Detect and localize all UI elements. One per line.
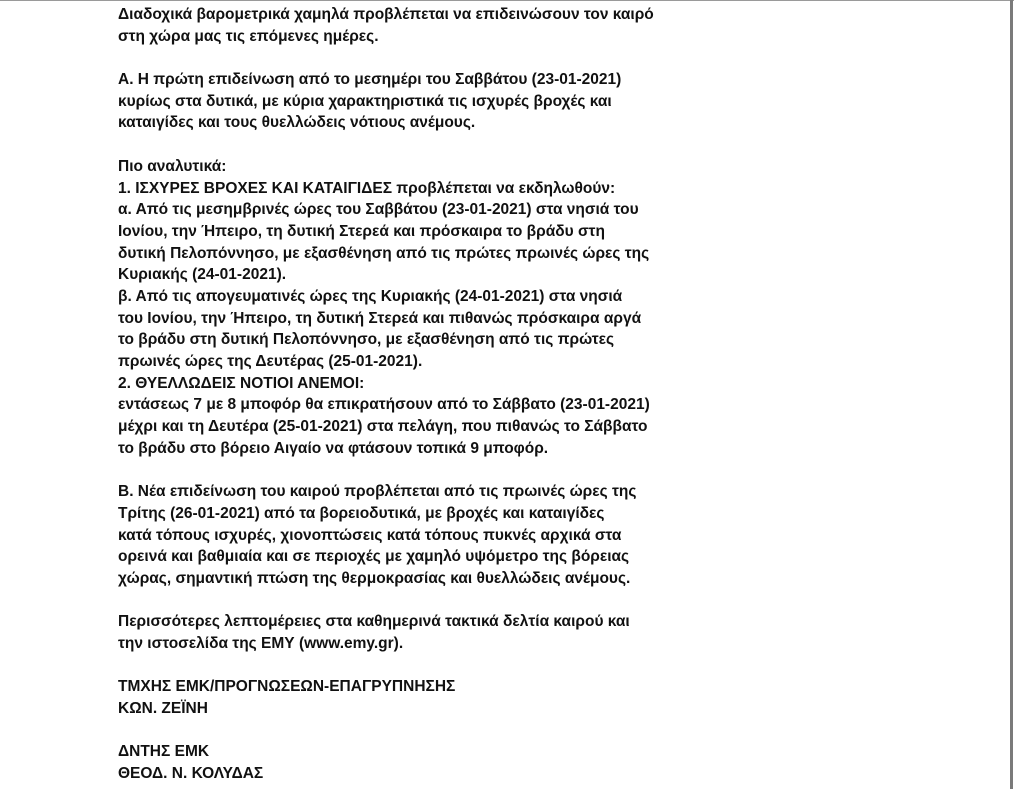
text-line: Περισσότερες λεπτομέρειες στα καθημερινά τακτικά δελτία καιρού και [118,613,630,631]
wind-heading: 2. ΘΥΕΛΛΩΔΕΙΣ ΝΟΤΙΟΙ ΑΝΕΜΟΙ: [118,374,365,392]
details-paragraph [118,156,758,460]
text-line: το βράδυ στο βόρειο Αιγαίο να φτάσουν τοπικά 9 μποφόρ. [118,439,549,457]
text-line: β. Από τις απογευματινές ώρες της Κυριακής (24-01-2021) στα νησιά [118,287,623,305]
text-line: ορεινά και βαθμιαία και σε περιοχές με χαμηλό υψόμετρο της βόρειας [118,548,630,566]
text-line: Κυριακής (24-01-2021). [118,266,287,284]
text-line: την ιστοσελίδα της ΕΜΥ (www.emy.gr). [118,634,404,652]
bulletin-text [118,4,758,789]
text-line: Διαδοχικά βαρομετρικά χαμηλά προβλέπεται να επιδεινώσουν τον καιρό [118,6,654,23]
text-line: κατά τόπους ισχυρές, χιονοπτώσεις κατά τόπους πυκνές αρχικά στα [118,526,622,544]
text-line: κυρίως στα δυτικά, με κύρια χαρακτηριστικά τις ισχυρές βροχές και [118,92,612,110]
text-line: Β. Νέα επιδείνωση του καιρού προβλέπεται από τις πρωινές ώρες της [118,483,637,501]
text-line: δυτική Πελοπόννησο, με εξασθένηση από τις πρώτες πρωινές ώρες της [118,244,650,262]
text-line: Ιονίου, την Ήπειρο, τη δυτική Στερεά και πρόσκαιρα το βράδυ στη [118,222,605,240]
text-line: στη χώρα μας τις επόμενες ημέρες. [118,27,379,45]
text-line: α. Από τις μεσημβρινές ώρες του Σαββάτου (23-01-2021) στα νησιά του [118,201,639,219]
signature-name: ΘΕΟΔ. Ν. ΚΟΛΥΔΑΣ [118,765,264,783]
section-a-paragraph [118,69,758,134]
text-line: εντάσεως 7 με 8 μποφόρ θα επικρατήσουν από το Σάββατο (23-01-2021) [118,396,650,414]
details-heading: Πιο αναλυτικά: [118,157,227,175]
rain-heading: 1. ΙΣΧΥΡΕΣ ΒΡΟΧΕΣ ΚΑΙ ΚΑΤΑΙΓΙΔΕΣ προβλέπεται να εκδηλωθούν: [118,179,616,197]
page-right-border [1010,0,1013,789]
text-line: Α. Η πρώτη επιδείνωση από το μεσημέρι του Σαββάτου (23-01-2021) [118,71,622,89]
section-b-paragraph [118,481,758,589]
intro-paragraph [118,4,758,47]
text-line: το βράδυ στη δυτική Πελοπόννησο, με εξασθένηση από τις πρώτες [118,331,615,349]
text-line: Τρίτης (26-01-2021) από τα βορειοδυτικά, με βροχές και καταιγίδες [118,504,605,522]
signature-name: ΚΩΝ. ΖΕΪΝΗ [118,700,208,717]
signature-block-1 [118,676,758,719]
text-line: του Ιονίου, την Ήπειρο, τη δυτική Στερεά και πιθανώς πρόσκαιρα αργά [118,309,642,327]
signature-block-2 [118,741,758,784]
text-line: πρωινές ώρες της Δευτέρας (25-01-2021). [118,353,423,370]
text-line: χώρας, σημαντική πτώση της θερμοκρασίας και θυελλώδεις ανέμους. [118,569,631,587]
text-line: καταιγίδες και τους θυελλώδεις νότιους ανέμους. [118,114,476,132]
text-line: μέχρι και τη Δευτέρα (25-01-2021) στα πελάγη, που πιθανώς το Σάββατο [118,418,648,436]
more-info-paragraph [118,611,758,654]
signature-title: ΤΜΧΗΣ ΕΜΚ/ΠΡΟΓΝΩΣΕΩΝ-ΕΠΑΓΡΥΠΝΗΣΗΣ [118,678,456,696]
top-divider [0,0,1014,1]
signature-title: ΔΝΤΗΣ ΕΜΚ [118,743,210,761]
